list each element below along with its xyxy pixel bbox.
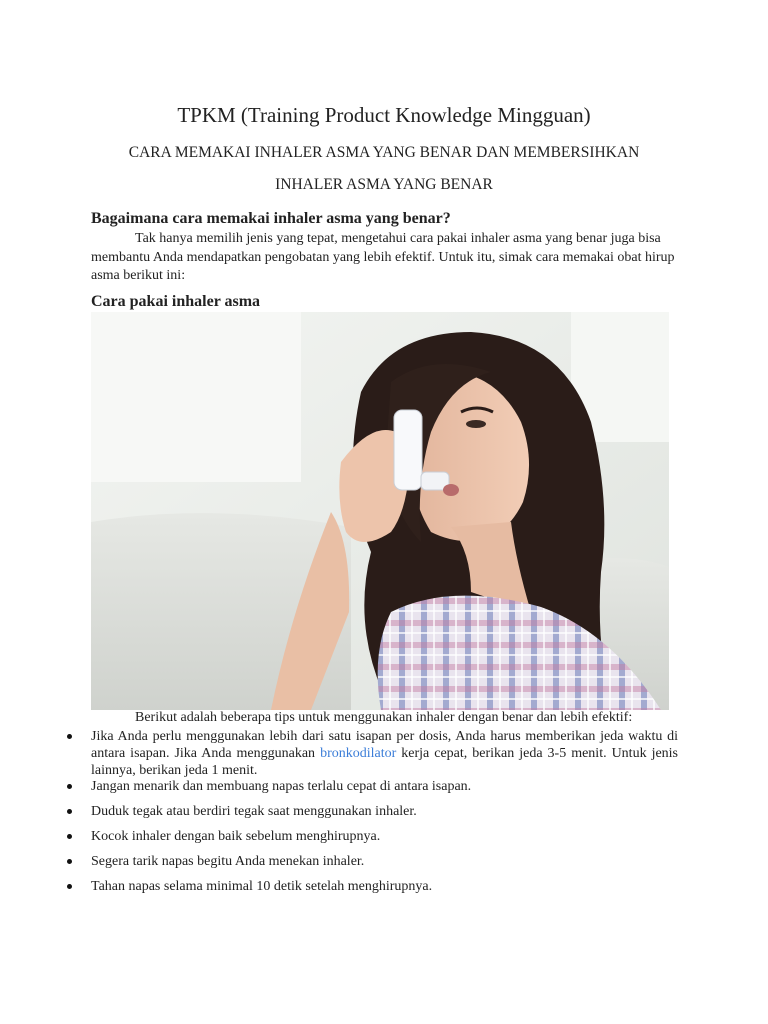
- section-heading-inhaler-use: Cara pakai inhaler asma: [91, 293, 261, 310]
- tip-text: Duduk tegak atau berdiri tegak saat menggunakan inhaler.: [91, 804, 417, 819]
- list-item: [91, 803, 678, 820]
- list-item: [91, 728, 678, 779]
- intro-paragraph: Tak hanya memilih jenis yang tepat, mengetahui cara pakai inhaler asma yang benar juga bisa membantu Anda mendapatkan pengobatan yang lebih efektif. Untuk itu, simak cara memakai obat hirup asma berikut ini:: [91, 231, 675, 283]
- bullet-icon: [67, 884, 72, 889]
- bullet-icon: [67, 809, 72, 814]
- list-item: [91, 778, 678, 795]
- tip-text: Tahan napas selama minimal 10 detik setelah menghirupnya.: [91, 879, 433, 894]
- tip-text: Kocok inhaler dengan baik sebelum menghirupnya.: [91, 829, 381, 844]
- list-item: [91, 878, 678, 895]
- document-subtitle-line-2: INHALER ASMA YANG BENAR: [275, 176, 493, 193]
- list-item: [91, 828, 678, 845]
- tip-text: Segera tarik napas begitu Anda menekan inhaler.: [91, 854, 365, 869]
- bullet-icon: [67, 734, 72, 739]
- tip-text: Jika Anda perlu menggunakan lebih dari satu isapan per dosis, Anda harus memberikan jeda waktu di antara isapan. Jika Anda menggunakan: [91, 729, 678, 761]
- bronkodilator-link[interactable]: bronkodilator: [320, 746, 397, 761]
- document-title: TPKM (Training Product Knowledge Mingguan): [177, 103, 591, 127]
- tips-list: [0, 728, 768, 895]
- tip-text: Jangan menarik dan membuang napas terlalu cepat di antara isapan.: [91, 779, 472, 794]
- section-heading-how-to-use: Bagaimana cara memakai inhaler asma yang benar?: [91, 210, 451, 227]
- tip-text: kerja cepat, berikan jeda 3-5 menit. Untuk jenis lainnya, berikan jeda 1 menit.: [91, 746, 679, 778]
- bullet-icon: [67, 834, 72, 839]
- list-item: [91, 853, 678, 870]
- tips-intro: Berikut adalah beberapa tips untuk menggunakan inhaler dengan benar dan lebih efektif:: [135, 710, 633, 725]
- woman-using-inhaler-photo: [91, 312, 669, 710]
- document-subtitle-line-1: CARA MEMAKAI INHALER ASMA YANG BENAR DAN MEMBERSIHKAN: [128, 144, 640, 161]
- bullet-icon: [67, 859, 72, 864]
- bullet-icon: [67, 784, 72, 789]
